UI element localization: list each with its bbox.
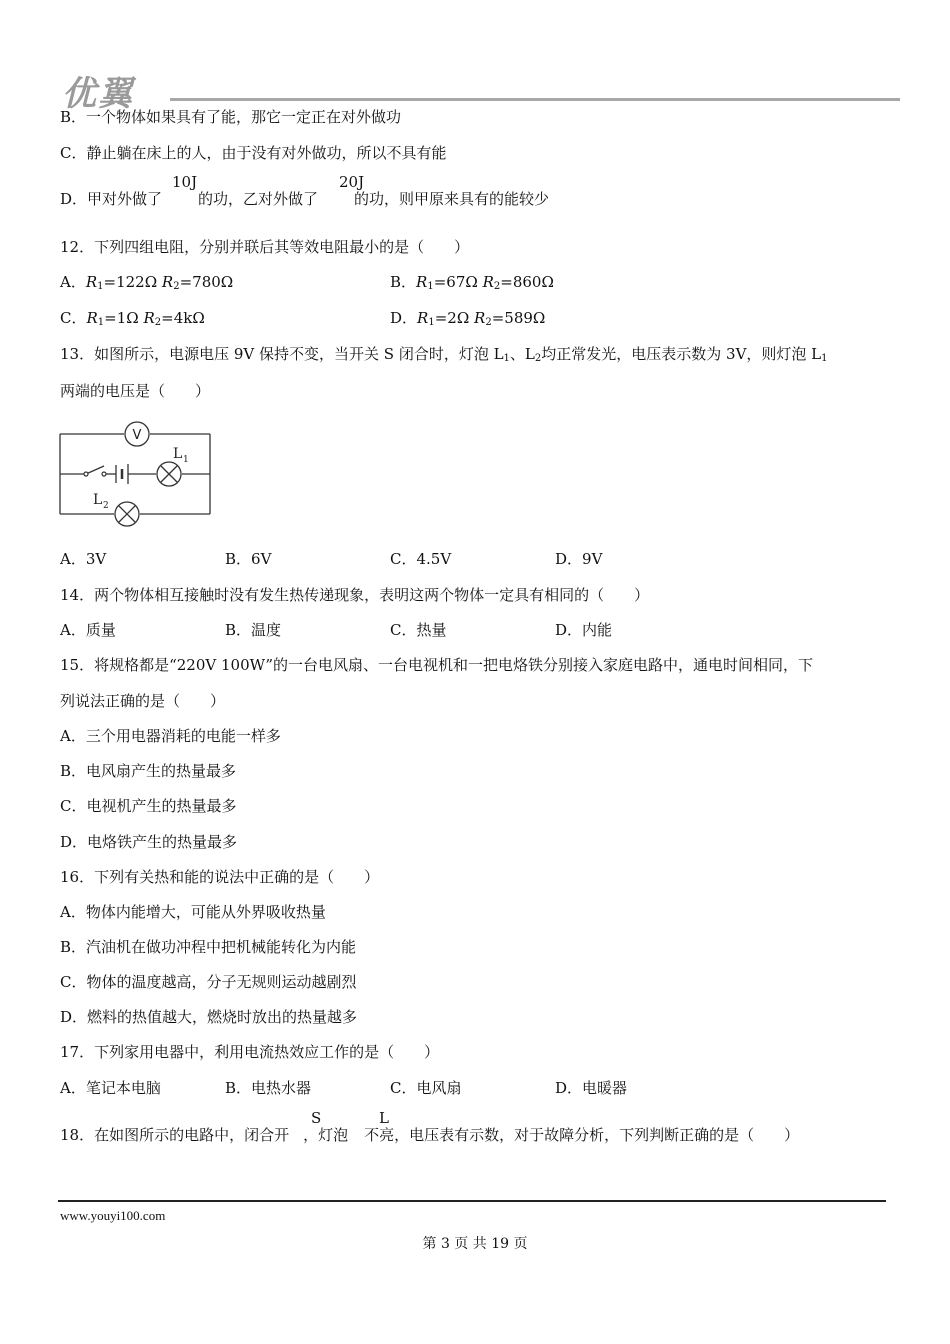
lamp-l2-sub: 2 — [103, 501, 109, 511]
q12-option-d: D．$R_1=2\Omega$ $R_2=589\Omega$ — [390, 309, 546, 328]
q11-option-d: D．甲对外做了 的功，乙对外做了 的功，则甲原来具有的能较少 — [60, 190, 550, 208]
q15-option-b: B．电风扇产生的热量最多 — [60, 762, 237, 780]
q12-option-b: B．$R_1=67\Omega$ $R_2=860\Omega$ — [390, 273, 554, 292]
q17-option-a: A．笔记本电脑 — [60, 1079, 161, 1097]
q16-option-c: C．物体的温度越高，分子无规则运动越剧烈 — [60, 973, 357, 991]
q15-option-c: C．电视机产生的热量最多 — [60, 797, 237, 815]
q13-option-a: A．3V — [60, 550, 107, 568]
voltmeter-label: V — [132, 428, 142, 443]
q12-option-a: A．$R_1=122\Omega$ $R_2=780\Omega$ — [60, 273, 234, 292]
q17-option-b: B．电热水器 — [225, 1079, 312, 1097]
q11-option-c: C．静止躺在床上的人，由于没有对外做功，所以不具有能 — [60, 144, 447, 162]
q12-option-c: C．$R_1=1\Omega$ $R_2=4k\Omega$ — [60, 309, 205, 328]
footer-rule — [58, 1200, 886, 1202]
q16-option-a: A．物体内能增大，可能从外界吸收热量 — [60, 903, 326, 921]
q15-option-d: D．电烙铁产生的热量最多 — [60, 833, 238, 851]
q13-stem-line1: 13．如图所示，电源电压 9V 保持不变，当开关 S 闭合时，灯泡 $L_1$、$L_2$均正常发光，电压表示数为 3V，则灯泡 $L_1$ — [60, 345, 828, 364]
q18-sup-s: S — [311, 1109, 322, 1127]
q16-stem: 16．下列有关热和能的说法中正确的是（ ） — [60, 868, 380, 886]
q16-option-b: B．汽油机在做功冲程中把机械能转化为内能 — [60, 938, 357, 956]
header-rule — [170, 98, 900, 101]
q13-option-d: D．9V — [555, 550, 603, 568]
page-number: 第 3 页 共 19 页 — [422, 1236, 528, 1252]
q18-sup-l: L — [379, 1109, 389, 1127]
q11-sup-10j: 10J — [172, 173, 198, 191]
q13-option-b: B．6V — [225, 550, 272, 568]
q13-stem-line2: 两端的电压是（ ） — [60, 382, 211, 400]
q15-stem-line1: 15．将规格都是“220V 100W”的一台电风扇、一台电视机和一把电烙铁分别接入家庭电路中，通电时间相同，下 — [60, 656, 813, 674]
q15-option-a: A．三个用电器消耗的电能一样多 — [60, 727, 281, 745]
q18-stem: 18．在如图所示的电路中，闭合开 ，灯泡 不亮，电压表有示数，对于故障分析，下列判断正确的是（ ） — [60, 1126, 800, 1144]
lamp-l1-sub: 1 — [183, 455, 189, 465]
q14-option-d: D．内能 — [555, 621, 613, 639]
q13-option-c: C．4.5V — [390, 550, 452, 568]
q14-option-a: A．质量 — [60, 621, 116, 639]
q14-stem: 14．两个物体相互接触时没有发生热传递现象，表明这两个物体一定具有相同的（ ） — [60, 586, 650, 604]
q13-circuit-diagram — [56, 418, 216, 528]
q14-option-c: C．热量 — [390, 621, 447, 639]
q17-option-c: C．电风扇 — [390, 1079, 462, 1097]
q17-option-d: D．电暖器 — [555, 1079, 628, 1097]
q17-stem: 17．下列家用电器中，利用电流热效应工作的是（ ） — [60, 1043, 440, 1061]
q12-stem: 12．下列四组电阻，分别并联后其等效电阻最小的是（ ） — [60, 238, 470, 256]
q11-option-b: B．一个物体如果具有了能，那它一定正在对外做功 — [60, 108, 402, 126]
q15-stem-line2: 列说法正确的是（ ） — [60, 692, 226, 710]
q11-sup-20j: 20J — [339, 173, 365, 191]
footer-url: www.youyi100.com — [60, 1208, 166, 1223]
logo: 优翼 — [62, 74, 134, 114]
q14-option-b: B．温度 — [225, 621, 282, 639]
lamp-l2-label: L — [93, 492, 103, 508]
q16-option-d: D．燃料的热值越大，燃烧时放出的热量越多 — [60, 1008, 358, 1026]
lamp-l1-label: L — [173, 446, 183, 462]
